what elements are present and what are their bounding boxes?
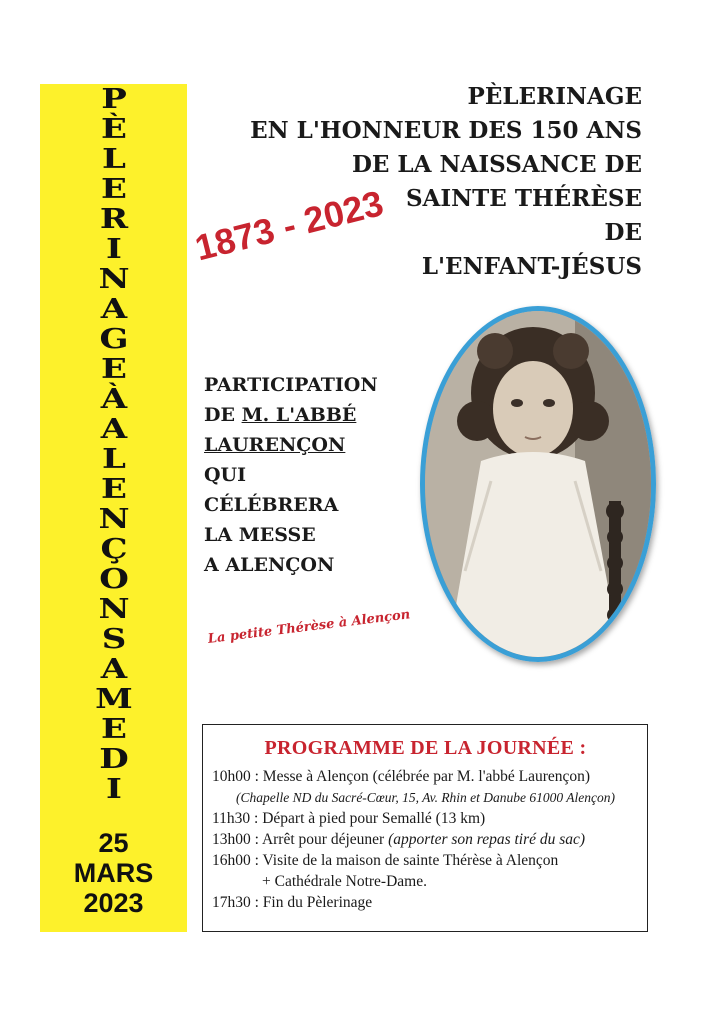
vertical-title-letter: M xyxy=(95,683,133,715)
title-line: SAINTE THÉRÈSE xyxy=(405,185,642,212)
programme-location-note: (Chapelle ND du Sacré-Cœur, 15, Av. Rhin et Danube 61000 Alençon) xyxy=(235,790,616,805)
vertical-title-letter: G xyxy=(99,323,129,355)
vertical-title-letter: A xyxy=(100,653,128,685)
vertical-title-letter: E xyxy=(101,713,127,745)
participation-text xyxy=(204,370,424,580)
programme-row: 10h00 : Messe à Alençon (célébrée par M. l'abbé Laurençon) xyxy=(212,768,591,785)
vertical-title-letter: E xyxy=(101,473,127,505)
title-line: EN L'HONNEUR DES 150 ANS xyxy=(250,117,642,144)
programme-row: 13h00 : Arrêt pour déjeuner (apporter son repas tiré du sac) xyxy=(212,831,586,848)
participation-line: A ALENÇON xyxy=(204,554,335,576)
vertical-title-letter: E xyxy=(101,173,127,205)
vertical-title-letter: A xyxy=(100,293,128,325)
vertical-title-letter: I xyxy=(106,773,122,805)
vertical-title-letter: L xyxy=(102,443,126,475)
programme-row: 16h00 : Visite de la maison de sainte Thérèse à Alençon xyxy=(212,852,559,869)
vertical-title-letter: Ç xyxy=(100,533,128,565)
title-line: PÈLERINAGE xyxy=(467,83,642,110)
programme-heading: PROGRAMME DE LA JOURNÉE : xyxy=(264,737,587,759)
vertical-title-letter: D xyxy=(99,743,129,775)
therese-portrait xyxy=(420,306,656,662)
vertical-title-letter: P xyxy=(101,83,127,115)
photo-caption: La petite Thérèse à Alençon xyxy=(207,607,411,647)
participation-line: LAURENÇON xyxy=(204,434,346,456)
vertical-title-letter: L xyxy=(102,143,126,175)
vertical-title-letter: N xyxy=(98,593,130,625)
participation-line: PARTICIPATION xyxy=(204,374,378,396)
date-block xyxy=(40,828,187,918)
vertical-title-letter: R xyxy=(99,203,129,235)
anniversary-years: 1873 - 2023 xyxy=(190,182,388,269)
vertical-title-letter: E xyxy=(101,353,127,385)
title-line: L'ENFANT-JÉSUS xyxy=(421,253,642,280)
portrait-illustration xyxy=(425,311,651,657)
participation-line: LA MESSE xyxy=(204,524,316,546)
programme-row: 11h30 : Départ à pied pour Semallé (13 km) xyxy=(212,810,486,827)
title-line: DE LA NAISSANCE DE xyxy=(351,151,642,178)
vertical-title-letter: O xyxy=(99,563,129,595)
vertical-title-letter: I xyxy=(106,233,122,265)
date-month: MARS xyxy=(73,858,154,888)
participation-line: QUI xyxy=(204,464,247,486)
programme-box xyxy=(202,724,648,932)
vertical-title-letter: À xyxy=(100,383,128,415)
title-line: DE xyxy=(604,219,642,246)
date-year: 2023 xyxy=(83,888,144,918)
vertical-title-letter: S xyxy=(101,623,127,655)
programme-row: 17h30 : Fin du Pèlerinage xyxy=(212,894,373,911)
vertical-title xyxy=(82,84,146,804)
participation-line: DE M. L'ABBÉ xyxy=(204,404,357,426)
vertical-title-letter: N xyxy=(98,263,130,295)
participation-line: CÉLÉBRERA xyxy=(204,494,339,516)
programme-row-continued: + Cathédrale Notre-Dame. xyxy=(262,873,427,890)
vertical-title-letter: È xyxy=(101,113,127,145)
date-day: 25 xyxy=(98,828,129,858)
vertical-title-letter: A xyxy=(100,413,128,445)
vertical-title-letter: N xyxy=(98,503,130,535)
abbe-underlined: M. L'ABBÉ xyxy=(241,404,357,426)
